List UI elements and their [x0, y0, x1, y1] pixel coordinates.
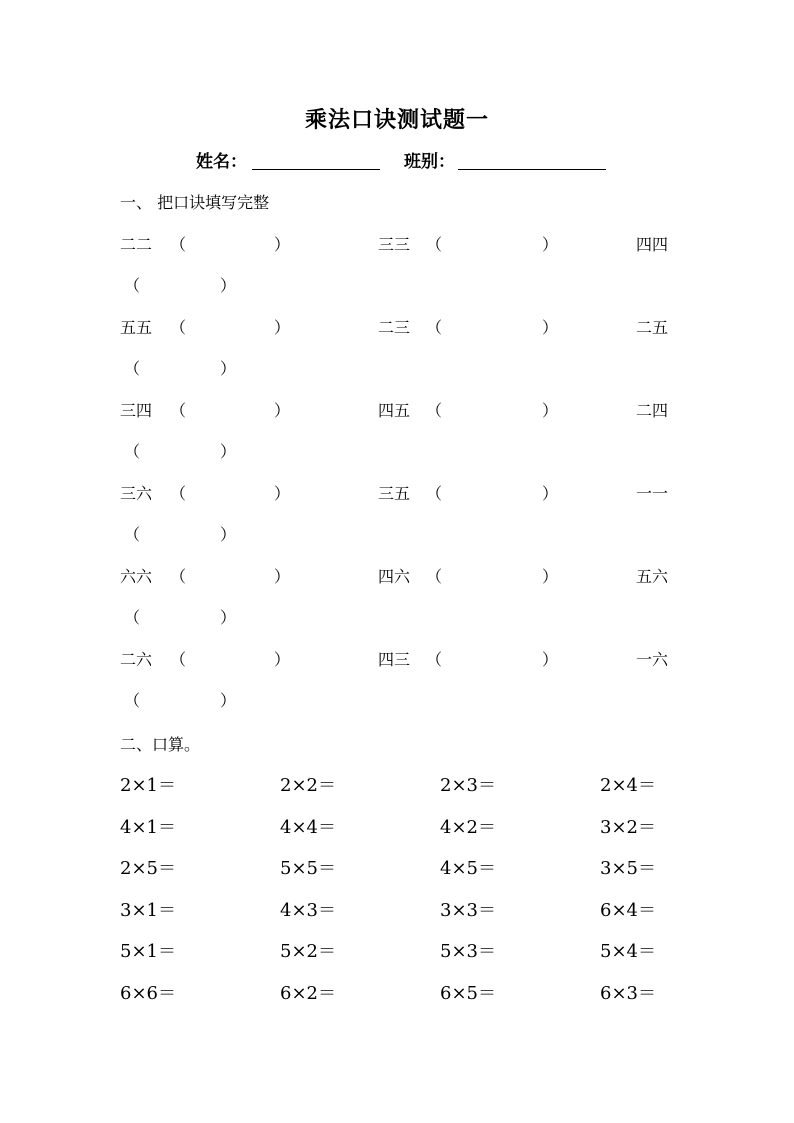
math-problem: 6×4＝ — [600, 900, 656, 921]
math-problem: 3×1＝ — [120, 900, 176, 921]
open-paren: （ — [124, 442, 141, 461]
math-problem: 2×5＝ — [120, 858, 176, 879]
close-paren: ） — [220, 691, 237, 710]
close-paren: ） — [542, 318, 559, 337]
math-problem: 3×5＝ — [600, 858, 656, 879]
open-paren: （ — [426, 401, 443, 420]
fill-item-label: 六六 — [120, 567, 153, 586]
math-problem: 3×3＝ — [440, 900, 496, 921]
open-paren: （ — [426, 484, 443, 503]
open-paren: （ — [170, 235, 187, 254]
close-paren: ） — [220, 608, 237, 627]
close-paren: ） — [274, 484, 291, 503]
math-problem: 2×3＝ — [440, 775, 496, 796]
fill-item-label: 二四 — [636, 401, 669, 420]
math-problem: 4×1＝ — [120, 817, 176, 838]
fill-item-label: 五六 — [636, 567, 669, 586]
close-paren: ） — [220, 442, 237, 461]
name-blank[interactable] — [252, 169, 380, 170]
open-paren: （ — [426, 318, 443, 337]
math-problem: 4×4＝ — [280, 817, 336, 838]
open-paren: （ — [124, 276, 141, 295]
open-paren: （ — [170, 650, 187, 669]
fill-item-label: 三四 — [120, 401, 153, 420]
math-problem: 5×4＝ — [600, 941, 656, 962]
class-label: 班别： — [404, 152, 455, 172]
open-paren: （ — [426, 650, 443, 669]
fill-item-label: 二二 — [120, 235, 153, 254]
open-paren: （ — [124, 525, 141, 544]
open-paren: （ — [170, 484, 187, 503]
open-paren: （ — [170, 567, 187, 586]
fill-item-label: 四五 — [378, 401, 411, 420]
close-paren: ） — [274, 401, 291, 420]
fill-item-label: 二三 — [378, 318, 411, 337]
math-problem: 5×1＝ — [120, 941, 176, 962]
close-paren: ） — [220, 525, 237, 544]
fill-item-label: 二五 — [636, 318, 669, 337]
math-problem: 5×2＝ — [280, 941, 336, 962]
close-paren: ） — [542, 401, 559, 420]
close-paren: ） — [274, 235, 291, 254]
math-problem: 2×2＝ — [280, 775, 336, 796]
close-paren: ） — [274, 650, 291, 669]
close-paren: ） — [542, 484, 559, 503]
math-problem: 2×1＝ — [120, 775, 176, 796]
math-problem: 6×3＝ — [600, 983, 656, 1004]
math-problem: 6×2＝ — [280, 983, 336, 1004]
open-paren: （ — [426, 235, 443, 254]
close-paren: ） — [274, 567, 291, 586]
page-title: 乘法口诀测试题一 — [304, 107, 489, 133]
class-blank[interactable] — [458, 169, 606, 170]
fill-item-label: 二六 — [120, 650, 153, 669]
name-label: 姓名： — [196, 152, 247, 172]
close-paren: ） — [220, 276, 237, 295]
close-paren: ） — [220, 359, 237, 378]
open-paren: （ — [124, 608, 141, 627]
close-paren: ） — [274, 318, 291, 337]
fill-item-label: 一六 — [636, 650, 669, 669]
close-paren: ） — [542, 567, 559, 586]
section2-heading: 二、口算。 — [120, 735, 201, 754]
fill-item-label: 四三 — [378, 650, 411, 669]
section1-heading: 一、 把口诀填写完整 — [120, 193, 270, 212]
close-paren: ） — [542, 235, 559, 254]
open-paren: （ — [124, 359, 141, 378]
open-paren: （ — [170, 401, 187, 420]
math-problem: 6×6＝ — [120, 983, 176, 1004]
math-problem: 3×2＝ — [600, 817, 656, 838]
fill-item-label: 五五 — [120, 318, 153, 337]
math-problem: 4×5＝ — [440, 858, 496, 879]
open-paren: （ — [426, 567, 443, 586]
math-problem: 5×3＝ — [440, 941, 496, 962]
open-paren: （ — [124, 691, 141, 710]
math-problem: 4×2＝ — [440, 817, 496, 838]
math-problem: 2×4＝ — [600, 775, 656, 796]
math-problem: 5×5＝ — [280, 858, 336, 879]
fill-item-label: 一一 — [636, 484, 669, 503]
fill-item-label: 三五 — [378, 484, 411, 503]
math-problem: 4×3＝ — [280, 900, 336, 921]
fill-item-label: 三六 — [120, 484, 153, 503]
close-paren: ） — [542, 650, 559, 669]
math-problem: 6×5＝ — [440, 983, 496, 1004]
fill-item-label: 四六 — [378, 567, 411, 586]
fill-item-label: 四四 — [636, 235, 669, 254]
open-paren: （ — [170, 318, 187, 337]
fill-item-label: 三三 — [378, 235, 411, 254]
